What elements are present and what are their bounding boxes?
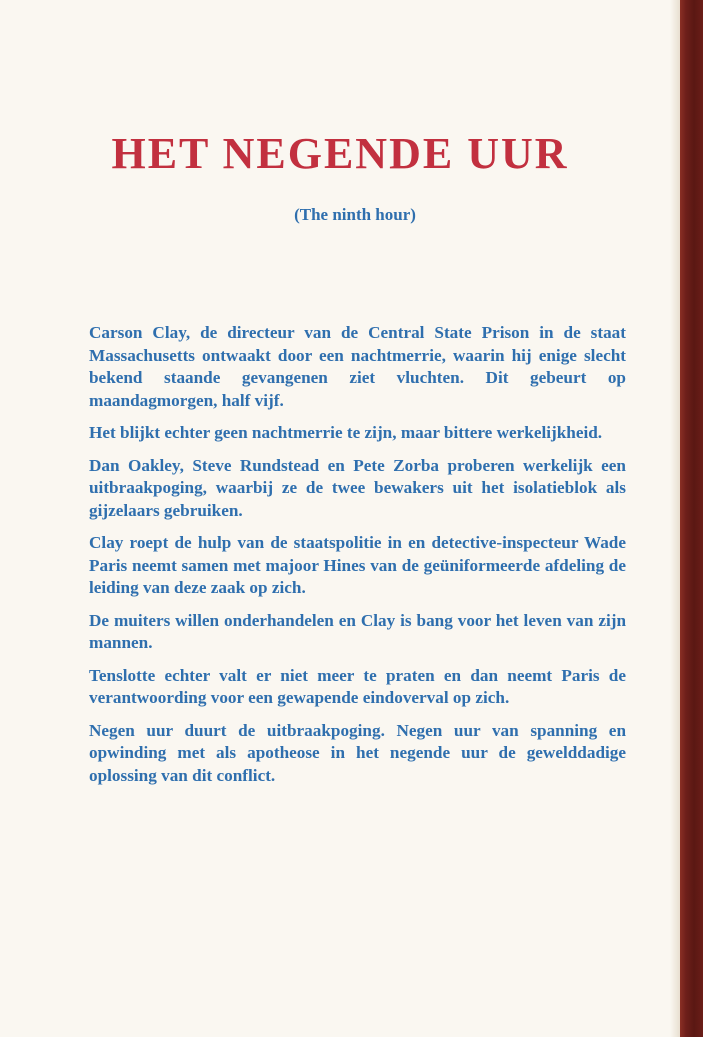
book-title: HET NEGENDE UUR — [111, 129, 569, 178]
blurb-paragraph: Tenslotte echter valt er niet meer te praten en dan neemt Paris de verantwoording voor een gewapende eindoverval op zich. — [89, 665, 626, 707]
book-spine — [680, 0, 703, 1037]
blurb — [89, 322, 626, 797]
book-subtitle: (The ninth hour) — [294, 205, 416, 224]
blurb-paragraph: De muiters willen onderhandelen en Clay is bang voor het leven van zijn mannen. — [89, 610, 626, 652]
blurb-paragraph: Het blijkt echter geen nachtmerrie te zijn, maar bittere werkelijkheid. — [89, 423, 603, 442]
blurb-paragraph: Clay roept de hulp van de staatspolitie in en detective-inspecteur Wade Paris neemt samen met majoor Hines van de geüniformeerde afdeling de leiding van deze zaak op zich. — [89, 533, 626, 597]
blurb-paragraph: Carson Clay, de directeur van de Central State Prison in de staat Massachusetts ontwaakt door een nachtmerrie, waarin hij enige slecht bekend staande gevangenen ziet vluchten. Dit gebeurt op maandagmorgen, half vijf. — [89, 323, 626, 410]
blurb-paragraph: Negen uur duurt de uitbraakpoging. Negen uur van spanning en opwinding met als apotheose in het negende uur de gewelddadige oplossing van dit conflict. — [89, 720, 626, 785]
blurb-paragraph: Dan Oakley, Steve Rundstead en Pete Zorba proberen werkelijk een uitbraakpoging, waarbij ze de twee bewakers uit het isolatieblok als gijzelaars gebruiken. — [89, 455, 626, 520]
